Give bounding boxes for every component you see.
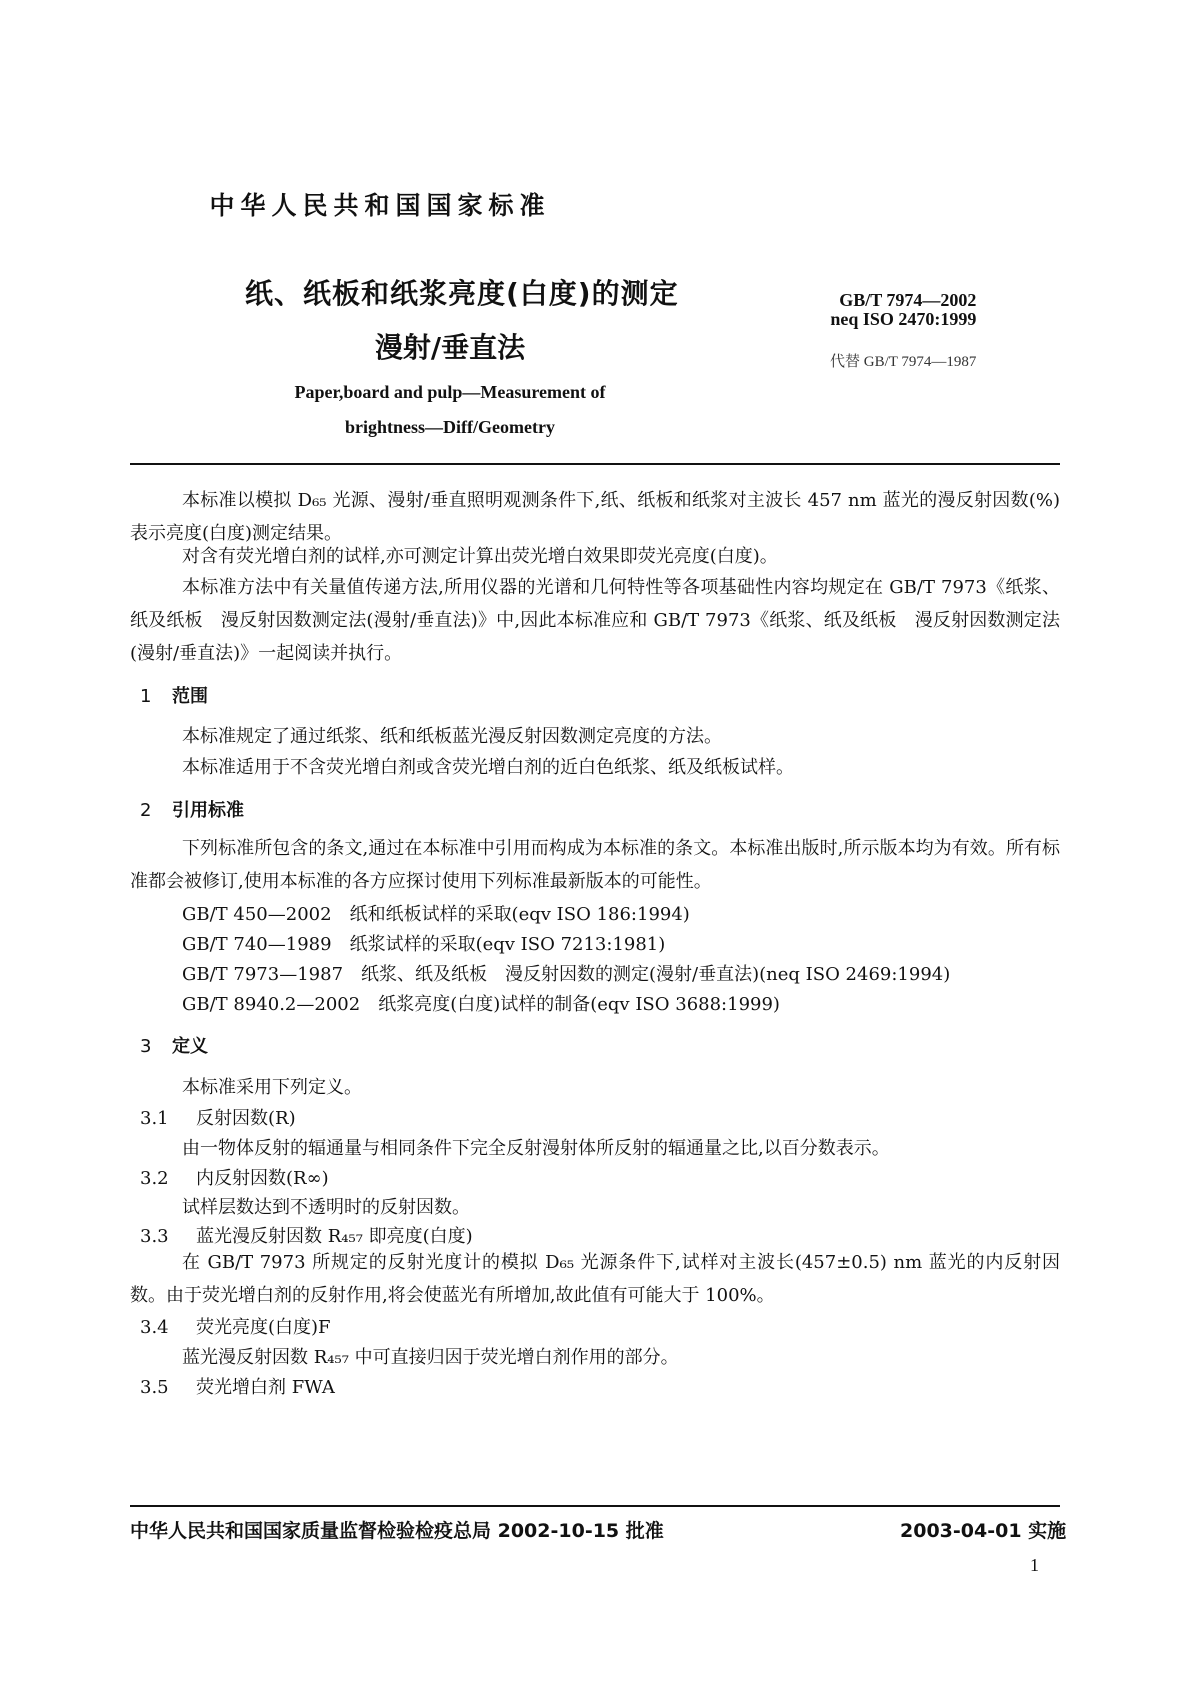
section-3-title: 定义 [172,1036,208,1057]
standard-code-block [830,290,976,371]
definition-3-2-heading [140,1164,329,1190]
definition-3-2-number: 3.2 [140,1168,169,1189]
section-2-number: 2 [140,800,152,821]
section-1-number: 1 [140,686,152,707]
definition-3-3-number: 3.3 [140,1226,169,1247]
definition-3-1-term: 反射因数(R) [196,1108,296,1129]
intro-paragraph-2: 对含有荧光增白剂的试样,亦可测定计算出荧光增白效果即荧光亮度(白度)。 [182,546,778,567]
header-divider [130,463,1060,465]
section-1-title: 范围 [172,686,208,707]
footer-divider [130,1505,1060,1507]
definition-3-5-heading [140,1373,335,1399]
definition-3-3-term: 蓝光漫反射因数 R₄₅₇ 即亮度(白度) [196,1226,473,1247]
definition-3-4-heading [140,1313,331,1339]
definition-3-1-text: 由一物体反射的辐通量与相同条件下完全反射漫射体所反射的辐通量之比,以百分数表示。 [182,1138,890,1159]
definition-3-2-text: 试样层数达到不透明时的反射因数。 [182,1197,470,1218]
definition-3-5-number: 3.5 [140,1377,169,1398]
standard-code: GB/T 7974—2002 [839,290,977,310]
title-en-line2: brightness—Diff/Geometry [345,417,555,437]
section-2-heading [140,796,244,822]
approval-line: 中华人民共和国国家质量监督检验检疫总局 2002-10-15 批准 [130,1520,664,1542]
page-number: 1 [1030,1555,1039,1575]
reference-item: GB/T 450—2002 纸和纸板试样的采取(eqv ISO 186:1994) [182,904,690,925]
intro-paragraph-1: 本标准以模拟 D₆₅ 光源、漫射/垂直照明观测条件下,纸、纸板和纸浆对主波长 457 nm 蓝光的漫反射因数(%)表示亮度(白度)测定结果。 [130,490,1060,544]
definition-3-5-term: 荧光增白剂 FWA [196,1377,335,1398]
national-standard-heading: 中华人民共和国国家标准 [209,191,551,220]
replaces-standard: 代替 GB/T 7974—1987 [830,354,977,370]
section-3-heading [140,1032,208,1058]
reference-item: GB/T 7973—1987 纸浆、纸及纸板 漫反射因数的测定(漫射/垂直法)(neq ISO 2469:1994) [182,964,951,985]
definition-3-1-heading [140,1104,296,1130]
section-1-line-1: 本标准规定了通过纸浆、纸和纸板蓝光漫反射因数测定亮度的方法。 [182,726,722,747]
reference-item: GB/T 740—1989 纸浆试样的采取(eqv ISO 7213:1981) [182,934,666,955]
definition-3-4-term: 荧光亮度(白度)F [196,1317,331,1338]
section-2-paragraph: 下列标准所包含的条文,通过在本标准中引用而构成为本标准的条文。本标准出版时,所示版本均为有效。所有标准都会被修订,使用本标准的各方应探讨使用下列标准最新版本的可能性。 [130,838,1060,892]
title-cn-line1: 纸、纸板和纸浆亮度(白度)的测定 [245,277,679,310]
definition-3-3-text: 在 GB/T 7973 所规定的反射光度计的模拟 D₆₅ 光源条件下,试样对主波长(457±0.5) nm 蓝光的内反射因数。由于荧光增白剂的反射作用,将会使蓝光有所增加,故此值有可能大于 100%。 [130,1252,1060,1306]
definition-3-4-number: 3.4 [140,1317,169,1338]
definition-3-2-term: 内反射因数(R∞) [196,1168,329,1189]
definition-3-1-number: 3.1 [140,1108,169,1129]
definitions-lead: 本标准采用下列定义。 [182,1077,362,1098]
reference-item: GB/T 8940.2—2002 纸浆亮度(白度)试样的制备(eqv ISO 3688:1999) [182,994,780,1015]
definition-3-3-heading [140,1222,473,1248]
title-cn-line2: 漫射/垂直法 [374,331,526,364]
title-en-line1: Paper,board and pulp—Measurement of [294,382,606,402]
section-2-title: 引用标准 [172,800,244,821]
iso-equivalence: neq ISO 2470:1999 [830,309,977,329]
definition-3-4-text: 蓝光漫反射因数 R₄₅₇ 中可直接归因于荧光增白剂作用的部分。 [182,1347,679,1368]
section-1-line-2: 本标准适用于不含荧光增白剂或含荧光增白剂的近白色纸浆、纸及纸板试样。 [182,757,794,778]
effective-date: 2003-04-01 实施 [900,1520,1067,1542]
intro-paragraph-3: 本标准方法中有关量值传递方法,所用仪器的光谱和几何特性等各项基础性内容均规定在 GB/T 7973《纸浆、纸及纸板 漫反射因数测定法(漫射/垂直法)》中,因此本标准应和 GB/T 7973《纸浆、纸及纸板 漫反射因数测定法(漫射/垂直法)》一起阅读并执行。 [130,577,1060,664]
section-1-heading [140,682,208,708]
section-3-number: 3 [140,1036,152,1057]
